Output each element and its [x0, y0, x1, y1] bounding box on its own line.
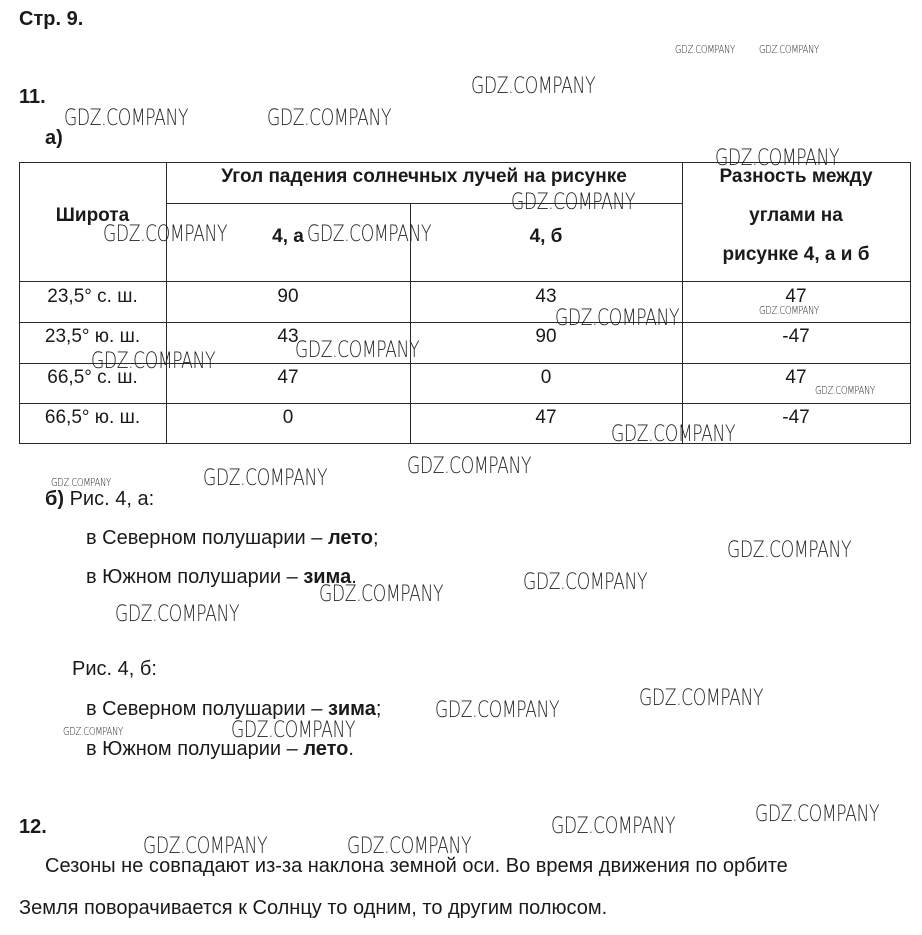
table-cell-diff: 47 [785, 286, 807, 307]
header-diff-line2: углами на [749, 205, 843, 226]
watermark: GDZ.COMPANY [611, 422, 736, 447]
header-diff-line3: рисунке 4, а и б [722, 244, 870, 265]
fig-b-north-season: зима [327, 698, 376, 720]
fig-b-north-text: в Северном полушарии – [86, 698, 323, 720]
watermark: GDZ.COMPANY [295, 338, 420, 363]
table-cell-diff: 47 [785, 367, 807, 388]
fig-b-south-season: лето [303, 738, 349, 760]
watermark: GDZ.COMPANY [815, 384, 875, 397]
table-cell-fig-b: 47 [535, 407, 557, 428]
fig-b-title: Рис. 4, б: [72, 658, 157, 680]
part-a-label: а) [45, 127, 63, 149]
task-12-line2: Земля поворачивается к Солнцу то одним, то другим полюсом. [19, 897, 608, 919]
table-cell-fig-a: 90 [277, 286, 299, 307]
table-cell-fig-b: 43 [535, 286, 557, 307]
fig-a-south-text: в Южном полушарии – [86, 566, 298, 588]
watermark: GDZ.COMPANY [51, 476, 111, 489]
watermark: GDZ.COMPANY [715, 146, 840, 171]
watermark: GDZ.COMPANY [203, 466, 328, 491]
header-fig-b: 4, б [529, 226, 563, 247]
watermark: GDZ.COMPANY [511, 190, 636, 215]
watermark: GDZ.COMPANY [755, 802, 880, 827]
table-cell-fig-a: 47 [277, 367, 299, 388]
table-cell-latitude: 23,5° с. ш. [47, 286, 138, 307]
fig-b-north-end: ; [375, 698, 382, 720]
table-cell-latitude: 23,5° ю. ш. [44, 326, 141, 347]
header-latitude: Широта [55, 205, 130, 226]
table-cell-fig-b: 90 [535, 326, 557, 347]
table-cell-diff: -47 [782, 407, 810, 428]
watermark: GDZ.COMPANY [727, 538, 852, 563]
header-diff-line1: Разность между [719, 166, 873, 187]
fig-a-south-season: зима [303, 566, 352, 588]
watermark: GDZ.COMPANY [347, 834, 472, 859]
watermark: GDZ.COMPANY [639, 686, 764, 711]
watermark: GDZ.COMPANY [407, 454, 532, 479]
table-cell-latitude: 66,5° ю. ш. [44, 407, 141, 428]
watermark: GDZ.COMPANY [551, 814, 676, 839]
table-cell-diff: -47 [782, 326, 810, 347]
watermark: GDZ.COMPANY [103, 222, 228, 247]
watermark: GDZ.COMPANY [555, 306, 680, 331]
fig-b-south-text: в Южном полушарии – [86, 738, 298, 760]
watermark: GDZ.COMPANY [471, 74, 596, 99]
watermark: GDZ.COMPANY [63, 725, 123, 738]
page-label: Стр. 9. [19, 8, 84, 30]
watermark: GDZ.COMPANY [675, 43, 735, 56]
part-b-label: б) [45, 488, 65, 510]
task-12-number: 12. [19, 816, 47, 838]
watermark: GDZ.COMPANY [91, 349, 216, 374]
fig-a-north-end: ; [373, 527, 379, 549]
watermark: GDZ.COMPANY [267, 106, 392, 131]
watermark: GDZ.COMPANY [759, 304, 819, 317]
watermark: GDZ.COMPANY [307, 222, 432, 247]
task-12-line1: Сезоны не совпадают из-за наклона земной оси. Во время движения по орбите [45, 855, 788, 877]
task-11-number: 11. [19, 86, 46, 108]
fig-b-south-end: . [348, 738, 354, 760]
header-fig-a: 4, а [272, 226, 304, 247]
watermark: GDZ.COMPANY [64, 106, 189, 131]
watermark: GDZ.COMPANY [523, 570, 648, 595]
watermark: GDZ.COMPANY [759, 43, 819, 56]
watermark: GDZ.COMPANY [435, 698, 560, 723]
watermark: GDZ.COMPANY [319, 582, 444, 607]
table-cell-fig-a: 0 [282, 407, 294, 428]
header-angle: Угол падения солнечных лучей на рисунке [221, 166, 627, 187]
fig-a-south-line [86, 566, 357, 589]
fig-a-north-text: в Северном полушарии – [86, 527, 323, 549]
fig-a-south-end: . [351, 566, 357, 588]
fig-a-title: Рис. 4, а: [69, 488, 155, 510]
table-cell-latitude: 66,5° с. ш. [47, 367, 138, 388]
fig-a-north-line [86, 527, 379, 550]
part-b [45, 488, 154, 511]
fig-a-north-season: лето [327, 527, 373, 549]
watermark: GDZ.COMPANY [231, 718, 356, 743]
watermark: GDZ.COMPANY [143, 834, 268, 859]
watermark: GDZ.COMPANY [115, 602, 240, 627]
table-cell-fig-b: 0 [540, 367, 552, 388]
table-cell-fig-a: 43 [277, 326, 299, 347]
